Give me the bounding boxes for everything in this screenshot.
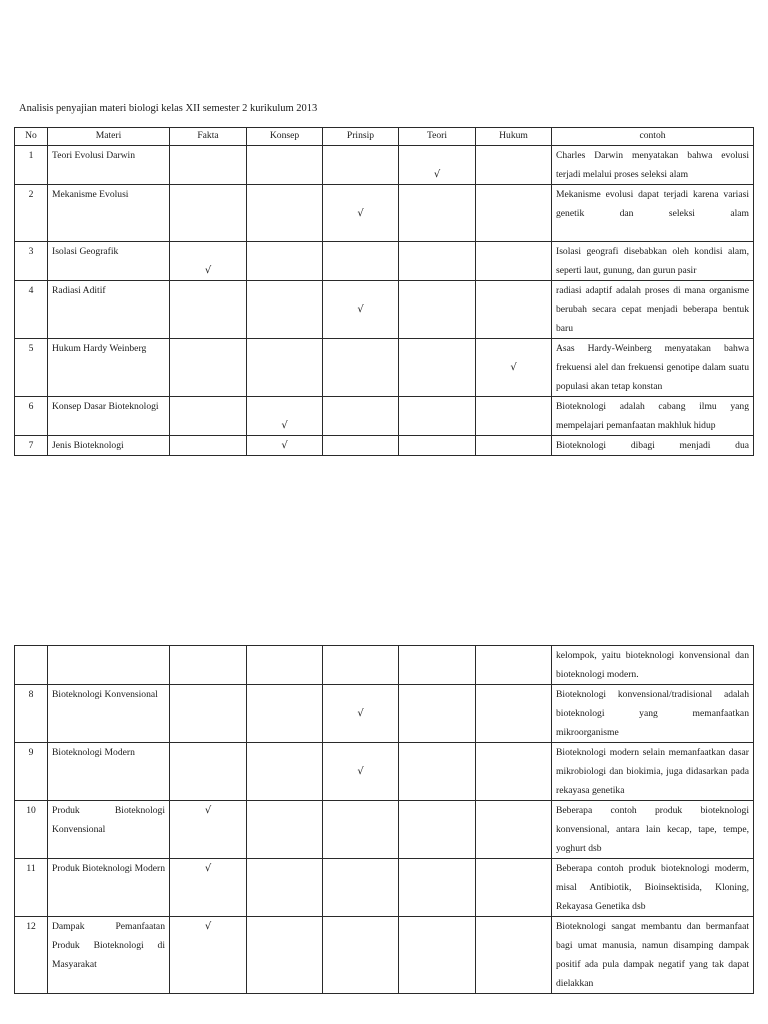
table-row: [15, 646, 754, 685]
row-number: 7: [15, 436, 48, 456]
konsep-cell: [247, 917, 323, 994]
materi-cell: [48, 646, 170, 685]
table-row: [15, 146, 754, 185]
fakta-cell: [170, 646, 247, 685]
materi-cell: Radiasi Aditif: [48, 281, 170, 339]
materi-cell: Produk Bioteknologi Konvensional: [48, 801, 170, 859]
teori-cell: [399, 646, 476, 685]
column-header-teori: Teori: [399, 128, 476, 146]
konsep-cell: [247, 859, 323, 917]
row-number: 1: [15, 146, 48, 185]
fakta-cell: [170, 685, 247, 743]
row-number: 12: [15, 917, 48, 994]
analysis-table-page-1: [14, 127, 754, 456]
prinsip-cell: [323, 743, 399, 801]
contoh-cell: Bioteknologi dibagi menjadi dua: [552, 436, 754, 456]
document-title: Analisis penyajian materi biologi kelas XII semester 2 kurikulum 2013: [19, 103, 318, 114]
hukum-cell: [476, 185, 552, 242]
check-mark: √: [433, 169, 441, 180]
fakta-cell: [170, 397, 247, 436]
prinsip-cell: [323, 685, 399, 743]
materi-cell: Produk Bioteknologi Modern: [48, 859, 170, 917]
fakta-cell: [170, 743, 247, 801]
prinsip-cell: [323, 339, 399, 397]
prinsip-cell: [323, 436, 399, 456]
table-row: [15, 185, 754, 242]
table-row: [15, 917, 754, 994]
table-header-row: [15, 128, 754, 146]
teori-cell: [399, 859, 476, 917]
materi-cell: Teori Evolusi Darwin: [48, 146, 170, 185]
prinsip-cell: [323, 146, 399, 185]
contoh-cell: Charles Darwin menyatakan bahwa evolusi terjadi melalui proses seleksi alam: [552, 146, 754, 185]
hukum-cell: [476, 281, 552, 339]
table-row: [15, 281, 754, 339]
table-row: [15, 685, 754, 743]
table-row: [15, 436, 754, 456]
table-row: [15, 801, 754, 859]
contoh-cell: Mekanisme evolusi dapat terjadi karena variasi genetik dan seleksi alam: [552, 185, 754, 242]
hukum-cell: [476, 242, 552, 281]
fakta-cell: [170, 801, 247, 859]
fakta-cell: [170, 281, 247, 339]
contoh-cell: Bioteknologi modern selain memanfaatkan dasar mikrobiologi dan biokimia, juga didasarkan pada rekayasa genetika: [552, 743, 754, 801]
row-number: [15, 646, 48, 685]
materi-cell: Hukum Hardy Weinberg: [48, 339, 170, 397]
prinsip-cell: [323, 646, 399, 685]
row-number: 4: [15, 281, 48, 339]
materi-cell: Mekanisme Evolusi: [48, 185, 170, 242]
fakta-cell: [170, 339, 247, 397]
check-mark: √: [357, 208, 364, 219]
teori-cell: [399, 242, 476, 281]
row-number: 8: [15, 685, 48, 743]
prinsip-cell: [323, 242, 399, 281]
prinsip-cell: [323, 281, 399, 339]
materi-cell: Bioteknologi Konvensional: [48, 685, 170, 743]
hukum-cell: [476, 859, 552, 917]
table-row: [15, 743, 754, 801]
materi-cell: Isolasi Geografik: [48, 242, 170, 281]
hukum-cell: [476, 801, 552, 859]
check-mark: √: [357, 304, 364, 315]
check-mark: √: [281, 440, 288, 451]
prinsip-cell: [323, 397, 399, 436]
fakta-cell: [170, 185, 247, 242]
contoh-cell: Bioteknologi adalah cabang ilmu yang mempelajari pemanfaatan makhluk hidup: [552, 397, 754, 436]
analysis-table-page-2: [14, 645, 754, 994]
materi-cell: Konsep Dasar Bioteknologi: [48, 397, 170, 436]
fakta-cell: [170, 859, 247, 917]
contoh-cell: Bioteknologi sangat membantu dan bermanfaat bagi umat manusia, namun disamping dampak positif ada pula dampak negatif yang tak dapat dielakkan: [552, 917, 754, 994]
row-number: 10: [15, 801, 48, 859]
contoh-cell: Beberapa contoh produk bioteknologi konvensional, antara lain kecap, tape, tempe, yoghurt dsb: [552, 801, 754, 859]
teori-cell: [399, 281, 476, 339]
row-number: 6: [15, 397, 48, 436]
hukum-cell: [476, 397, 552, 436]
fakta-cell: [170, 917, 247, 994]
konsep-cell: [247, 242, 323, 281]
hukum-cell: [476, 146, 552, 185]
konsep-cell: [247, 685, 323, 743]
materi-cell: Bioteknologi Modern: [48, 743, 170, 801]
column-header-fakta: Fakta: [170, 128, 247, 146]
row-number: 3: [15, 242, 48, 281]
fakta-cell: [170, 436, 247, 456]
row-number: 2: [15, 185, 48, 242]
teori-cell: [399, 339, 476, 397]
teori-cell: [399, 185, 476, 242]
hukum-cell: [476, 917, 552, 994]
contoh-cell: Beberapa contoh produk bioteknologi moderm, misal Antibiotik, Bioinsektisida, Kloning, Rekayasa Genetika dsb: [552, 859, 754, 917]
teori-cell: [399, 743, 476, 801]
materi-cell: Jenis Bioteknologi: [48, 436, 170, 456]
check-mark: √: [204, 265, 212, 276]
check-mark: √: [510, 362, 517, 373]
row-number: 9: [15, 743, 48, 801]
check-mark: √: [281, 420, 288, 431]
column-header-no: No: [15, 128, 48, 146]
konsep-cell: [247, 646, 323, 685]
column-header-contoh: contoh: [552, 128, 754, 146]
materi-cell: Dampak Pemanfaatan Produk Bioteknologi di Masyarakat: [48, 917, 170, 994]
check-mark: √: [357, 766, 364, 777]
hukum-cell: [476, 685, 552, 743]
column-header-konsep: Konsep: [247, 128, 323, 146]
hukum-cell: [476, 743, 552, 801]
check-mark: √: [204, 805, 212, 816]
row-number: 11: [15, 859, 48, 917]
column-header-hukum: Hukum: [476, 128, 552, 146]
teori-cell: [399, 397, 476, 436]
teori-cell: [399, 146, 476, 185]
prinsip-cell: [323, 801, 399, 859]
konsep-cell: [247, 436, 323, 456]
row-number: 5: [15, 339, 48, 397]
konsep-cell: [247, 397, 323, 436]
konsep-cell: [247, 185, 323, 242]
teori-cell: [399, 436, 476, 456]
check-mark: √: [204, 863, 212, 874]
contoh-cell: radiasi adaptif adalah proses di mana organisme berubah secara cepat menjadi beberapa bentuk baru: [552, 281, 754, 339]
contoh-cell: Isolasi geografi disebabkan oleh kondisi alam, seperti laut, gunung, dan gurun pasir: [552, 242, 754, 281]
table-row: [15, 397, 754, 436]
contoh-cell: Bioteknologi konvensional/tradisional adalah bioteknologi yang memanfaatkan mikroorganisme: [552, 685, 754, 743]
konsep-cell: [247, 801, 323, 859]
prinsip-cell: [323, 185, 399, 242]
column-header-materi: Materi: [48, 128, 170, 146]
column-header-prinsip: Prinsip: [323, 128, 399, 146]
contoh-cell: Asas Hardy-Weinberg menyatakan bahwa frekuensi alel dan frekuensi genotipe dalam suatu populasi akan tetap konstan: [552, 339, 754, 397]
konsep-cell: [247, 339, 323, 397]
teori-cell: [399, 685, 476, 743]
contoh-cell: kelompok, yaitu bioteknologi konvensional dan bioteknologi modern.: [552, 646, 754, 685]
teori-cell: [399, 917, 476, 994]
konsep-cell: [247, 281, 323, 339]
konsep-cell: [247, 146, 323, 185]
hukum-cell: [476, 436, 552, 456]
fakta-cell: [170, 242, 247, 281]
table-row: [15, 242, 754, 281]
table-row: [15, 859, 754, 917]
hukum-cell: [476, 646, 552, 685]
table-row: [15, 339, 754, 397]
teori-cell: [399, 801, 476, 859]
prinsip-cell: [323, 917, 399, 994]
check-mark: √: [204, 921, 212, 932]
fakta-cell: [170, 146, 247, 185]
prinsip-cell: [323, 859, 399, 917]
check-mark: √: [357, 708, 364, 719]
hukum-cell: [476, 339, 552, 397]
konsep-cell: [247, 743, 323, 801]
